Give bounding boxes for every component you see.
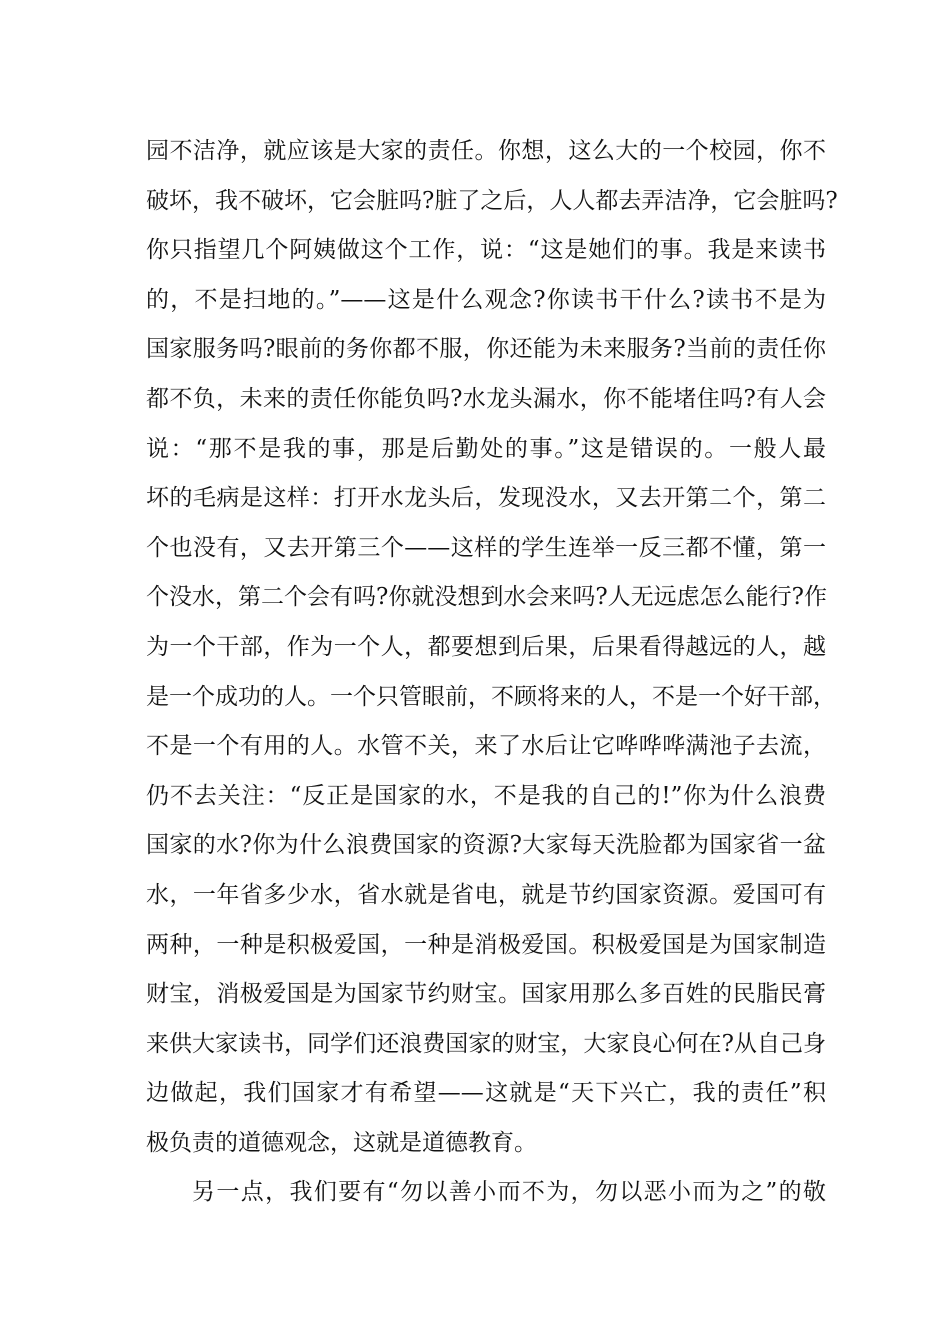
text-line: 边做起，我们国家才有希望——这就是“天下兴亡，我的责任”积 [146,1080,826,1107]
text-line: 国家的水?你为什么浪费国家的资源?大家每天洗脸都为国家省一盆 [146,832,826,859]
text-line: 是一个成功的人。一个只管眼前，不顾将来的人，不是一个好干部， [146,683,836,710]
body-text [146,127,838,1218]
text-line: 坏的毛病是这样：打开水龙头后，发现没水，又去开第二个，第二 [146,485,826,512]
text-line: 国家服务吗?眼前的务你都不服，你还能为未来服务?当前的责任你 [146,336,826,363]
text-line: 都不负，未来的责任你能负吗?水龙头漏水，你不能堵住吗?有人会 [146,385,826,412]
text-line: 个没水，第二个会有吗?你就没想到水会来吗?人无远虑怎么能行?作 [146,584,827,611]
text-line: 破坏，我不破坏，它会脏吗?脏了之后，人人都去弄洁净，它会脏吗? [146,187,838,214]
text-line: 两种，一种是积极爱国，一种是消极爱国。积极爱国是为国家制造 [146,931,826,958]
paragraph-start-line: 另一点，我们要有“勿以善小而不为，勿以恶小而为之”的敬 [192,1179,826,1206]
text-line: 仍不去关注：“反正是国家的水，不是我的自己的!”你为什么浪费 [146,782,826,809]
text-line: 个也没有，又去开第三个——这样的学生连举一反三都不懂，第一 [146,534,826,561]
text-line: 不是一个有用的人。水管不关，来了水后让它哗哗哗满池子去流， [146,733,826,760]
text-line: 的，不是扫地的。”——这是什么观念?你读书干什么?读书不是为 [146,286,826,313]
text-line: 园不洁净，就应该是大家的责任。你想，这么大的一个校园，你不 [146,138,826,164]
text-line: 财宝，消极爱国是为国家节约财宝。国家用那么多百姓的民脂民膏 [146,981,826,1008]
text-line: 你只指望几个阿姨做这个工作，说：“这是她们的事。我是来读书 [146,237,826,264]
paragraph-end-line: 极负责的道德观念，这就是道德教育。 [146,1129,537,1156]
text-line: 为一个干部，作为一个人，都要想到后果，后果看得越远的人，越 [146,633,826,660]
text-line: 水，一年省多少水，省水就是省电，就是节约国家资源。爱国可有 [146,881,826,908]
text-line: 说：“那不是我的事，那是后勤处的事。”这是错误的。一般人最 [146,435,826,462]
text-line: 来供大家读书，同学们还浪费国家的财宝，大家良心何在?从自己身 [146,1030,826,1057]
